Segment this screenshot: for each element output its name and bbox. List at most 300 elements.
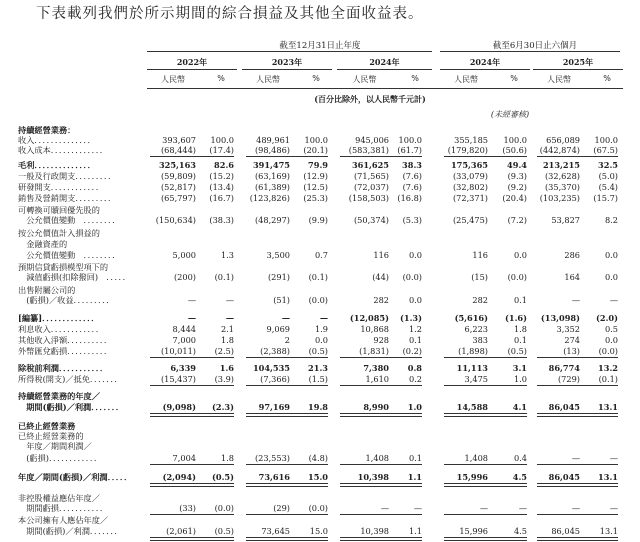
- cell-value: (2,061): [166, 526, 196, 536]
- cell-value: (32,628): [544, 171, 580, 181]
- row-label: 非控股權益應佔年度／: [18, 493, 100, 503]
- total-rule: [246, 385, 328, 386]
- cell-value: (2.0): [596, 313, 618, 323]
- cell-value: —: [413, 503, 422, 513]
- row-label: 利息收入．．．．．．．．．．．．: [18, 324, 104, 334]
- total-rule: [340, 357, 422, 358]
- cell-value: (20.1): [303, 145, 328, 155]
- table-row: [0, 324, 640, 335]
- cell-value: (9.2): [507, 182, 527, 192]
- row-label: 一般及行政開支．．．．．．．．．: [18, 171, 117, 181]
- cell-value: (0.5): [214, 526, 234, 536]
- cell-value: (72,371): [452, 193, 488, 203]
- cell-value: 0.1: [513, 295, 527, 305]
- cell-value: —: [187, 313, 196, 323]
- total-rule: [537, 156, 618, 157]
- cell-value: 3,352: [556, 324, 580, 334]
- cell-value: (52,817): [160, 182, 196, 192]
- table-row: [0, 363, 640, 374]
- cell-value: 489,961: [256, 135, 290, 145]
- cell-value: (2,388): [260, 346, 290, 356]
- row-label: (虧損)／收益．．．．．．．．．: [18, 295, 115, 305]
- total-rule: [537, 357, 618, 358]
- cell-value: 2.1: [220, 324, 234, 334]
- cell-value: 79.9: [308, 160, 328, 170]
- cell-value: (2.5): [214, 346, 234, 356]
- cell-value: (7.6): [402, 171, 422, 181]
- cell-value: (38.3): [209, 215, 234, 225]
- col-rule: [440, 69, 530, 70]
- cell-value: 1.0: [407, 402, 422, 412]
- cell-value: (32,802): [452, 182, 488, 192]
- cell-value: 97,169: [258, 402, 290, 412]
- row-label: 減值虧損(扣除撥回) ．．．．．: [18, 272, 131, 282]
- total-rule: [340, 537, 422, 541]
- cell-value: —: [319, 313, 328, 323]
- cell-value: (0.1): [308, 272, 328, 282]
- cell-value: (0.0): [308, 295, 328, 305]
- row-label: 外幣匯兌虧損．．．．．．．．．．: [18, 346, 113, 356]
- cell-value: (68,444): [160, 145, 196, 155]
- cell-value: (23,553): [254, 453, 290, 463]
- total-rule: [150, 483, 234, 487]
- cell-value: —: [479, 503, 488, 513]
- intro-text: 下表載列我們於所示期間的綜合損益及其他全面收益表。: [36, 6, 424, 22]
- cell-value: 1.2: [408, 324, 422, 334]
- cell-value: 1.1: [408, 526, 422, 536]
- cell-value: (0.0): [214, 503, 234, 513]
- cell-value: 8,990: [363, 402, 389, 412]
- rmb-label: 人民幣: [547, 75, 571, 84]
- cell-value: (25,475): [452, 215, 488, 225]
- cell-value: 4.1: [512, 402, 527, 412]
- rmb-label: 人民幣: [454, 75, 478, 84]
- fiscal-year-header: 截至12月31日止年度: [279, 41, 361, 51]
- cell-value: (15.7): [593, 193, 618, 203]
- cell-value: 11,113: [456, 363, 488, 373]
- table-row: [0, 145, 640, 156]
- total-rule: [150, 464, 234, 465]
- row-label: 本公司擁有人應佔年度／: [18, 515, 109, 525]
- cell-value: (63,169): [254, 171, 290, 181]
- cell-value: 282: [472, 295, 488, 305]
- row-label: 按公允價值計入損益的: [18, 228, 100, 238]
- cell-value: 100.0: [503, 135, 527, 145]
- cell-value: 100.0: [304, 135, 328, 145]
- cell-value: (0.0): [507, 272, 527, 282]
- cell-value: 325,163: [158, 160, 196, 170]
- table-row: [0, 182, 640, 193]
- cell-value: (1,898): [458, 346, 488, 356]
- table-row: [0, 250, 640, 261]
- cell-value: 3.1: [512, 363, 527, 373]
- row-label: 期間(虧損)／利潤．．．．．．．: [18, 402, 124, 412]
- cell-value: (51): [273, 295, 290, 305]
- cell-value: (59,809): [160, 171, 196, 181]
- cell-value: 0.1: [408, 335, 422, 345]
- total-rule: [340, 385, 422, 386]
- cell-value: 4.5: [513, 526, 527, 536]
- table-row: [0, 228, 640, 239]
- total-rule: [340, 413, 422, 417]
- cell-value: 3,500: [266, 250, 290, 260]
- total-rule: [340, 464, 422, 465]
- cell-value: 393,607: [162, 135, 196, 145]
- cell-value: 164: [564, 272, 580, 282]
- cell-value: (0.5): [507, 346, 527, 356]
- cell-value: 5,000: [172, 250, 196, 260]
- cell-value: 656,089: [546, 135, 580, 145]
- cell-value: 0.0: [513, 250, 527, 260]
- cell-value: —: [609, 503, 618, 513]
- cell-value: (48,297): [254, 215, 290, 225]
- cell-value: 1.1: [407, 472, 422, 482]
- cell-value: (5.4): [598, 182, 618, 192]
- cell-value: 116: [472, 250, 488, 260]
- cell-value: 7,380: [363, 363, 389, 373]
- pct-label: %: [603, 74, 611, 83]
- cell-value: (13.4): [209, 182, 234, 192]
- cell-value: 7,004: [172, 453, 196, 463]
- cell-value: (0.0): [402, 272, 422, 282]
- cell-value: (9.3): [507, 171, 527, 181]
- cell-value: 0.5: [604, 324, 618, 334]
- cell-value: —: [571, 453, 580, 463]
- table-row: [0, 335, 640, 346]
- cell-value: (0.1): [214, 272, 234, 282]
- header-rule: [147, 88, 623, 89]
- cell-value: (50.6): [502, 145, 527, 155]
- cell-value: —: [571, 295, 580, 305]
- row-label: 出售附屬公司的: [18, 285, 76, 295]
- total-rule: [150, 385, 234, 386]
- cell-value: 100.0: [398, 135, 422, 145]
- row-label: 研發開支．．．．．．．．．．．．: [18, 182, 104, 192]
- total-rule: [246, 483, 328, 487]
- cell-value: 0.4: [513, 453, 527, 463]
- col-rule: [533, 69, 623, 70]
- cell-value: 13.1: [598, 472, 618, 482]
- cell-value: (0.0): [308, 503, 328, 513]
- year-2025-h1: 2025年: [562, 57, 594, 67]
- row-label: 可轉換可贖回優先股的: [18, 205, 100, 215]
- row-label: 公允價值變動 ．．．．．．．．: [18, 250, 121, 260]
- total-rule: [246, 464, 328, 465]
- cell-value: (33): [179, 503, 196, 513]
- cell-value: (98,486): [254, 145, 290, 155]
- row-label: 收入．．．．．．．．．．．．．．: [18, 135, 96, 145]
- cell-value: 361,625: [351, 160, 389, 170]
- h1-rule: [440, 51, 620, 52]
- total-rule: [150, 413, 234, 417]
- table-row: [0, 272, 640, 283]
- cell-value: 0.0: [314, 335, 328, 345]
- cell-value: (103,235): [539, 193, 580, 203]
- cell-value: 53,827: [551, 215, 580, 225]
- cell-value: 1,408: [464, 453, 488, 463]
- total-rule: [537, 464, 618, 465]
- cell-value: 282: [373, 295, 389, 305]
- cell-value: 355,185: [454, 135, 488, 145]
- cell-value: (72,037): [353, 182, 389, 192]
- cell-value: (7.6): [402, 182, 422, 192]
- cell-value: (0.5): [308, 346, 328, 356]
- cell-value: (65,797): [160, 193, 196, 203]
- row-label: (虧損)．．．．．．．．．．．．: [18, 453, 103, 463]
- cell-value: (5.0): [598, 171, 618, 181]
- total-rule: [246, 537, 328, 541]
- total-rule: [537, 537, 618, 541]
- row-label: 已終止經營業務的: [18, 431, 84, 441]
- cell-value: 1.6: [219, 363, 234, 373]
- cell-value: —: [225, 295, 234, 305]
- table-row: [0, 402, 640, 413]
- cell-value: 6,339: [170, 363, 196, 373]
- row-label: 除稅前利潤．．．．．．．．．．．: [18, 363, 109, 373]
- cell-value: (15,437): [160, 374, 196, 384]
- row-label: 期間(虧損)／利潤．．．．．．．: [18, 526, 123, 536]
- cell-value: (1.5): [308, 374, 328, 384]
- table-row: [0, 171, 640, 182]
- cell-value: (5,616): [454, 313, 488, 323]
- col-rule: [147, 69, 237, 70]
- cell-value: 15.0: [309, 526, 328, 536]
- pct-label: %: [312, 74, 320, 83]
- table-row: [0, 215, 640, 226]
- cell-value: 86,045: [551, 526, 580, 536]
- row-label: [編纂]．．．．．．．．．．．．．: [18, 313, 100, 323]
- cell-value: 15,996: [456, 472, 488, 482]
- table-row: [0, 526, 640, 537]
- cell-value: 0.0: [408, 250, 422, 260]
- cell-value: (158,503): [348, 193, 389, 203]
- cell-value: (12.5): [303, 182, 328, 192]
- cell-value: (2,094): [162, 472, 196, 482]
- cell-value: 1,408: [365, 453, 389, 463]
- cell-value: (50,374): [353, 215, 389, 225]
- table-row: [0, 239, 640, 250]
- cell-value: —: [380, 503, 389, 513]
- row-label: 收入成本．．．．．．．．．．．．．: [18, 145, 108, 155]
- row-label: 公允價值變動 ．．．．．．．．: [18, 215, 121, 225]
- year-2024-h1: 2024年: [469, 57, 501, 67]
- table-row: [0, 453, 640, 464]
- row-label: 年度／期間(虧損)／利潤．．．．．: [18, 472, 133, 482]
- cell-value: 0.0: [604, 335, 618, 345]
- cell-value: (12,085): [349, 313, 389, 323]
- cell-value: (12.9): [303, 171, 328, 181]
- cell-value: (61.7): [397, 145, 422, 155]
- rmb-label: 人民幣: [256, 75, 280, 84]
- cell-value: (44): [372, 272, 389, 282]
- total-rule: [340, 156, 422, 157]
- cell-value: —: [225, 313, 234, 323]
- total-rule: [537, 483, 618, 487]
- cell-value: 274: [564, 335, 580, 345]
- table-row: [0, 295, 640, 306]
- row-label: 持續經營業務：: [18, 125, 76, 135]
- cell-value: —: [187, 295, 196, 305]
- cell-value: 86,045: [548, 472, 580, 482]
- row-label: 年度／期間利潤／: [18, 441, 92, 451]
- cell-value: (3.9): [214, 374, 234, 384]
- total-rule: [150, 156, 234, 157]
- cell-value: 0.0: [604, 272, 618, 282]
- cell-value: 1.8: [513, 324, 527, 334]
- cell-value: 928: [373, 335, 389, 345]
- cell-value: 1.3: [220, 250, 234, 260]
- cell-value: —: [281, 313, 290, 323]
- cell-value: 6,223: [464, 324, 488, 334]
- cell-value: 19.8: [308, 402, 328, 412]
- cell-value: (0.1): [598, 374, 618, 384]
- cell-value: (13,098): [540, 313, 580, 323]
- table-row: [0, 374, 640, 385]
- table-row: [0, 391, 640, 402]
- rmb-label: 人民幣: [352, 75, 377, 84]
- cell-value: 73,616: [258, 472, 290, 482]
- table-row: [0, 160, 640, 171]
- cell-value: 13.2: [598, 363, 618, 373]
- cell-value: (5.3): [402, 215, 422, 225]
- cell-value: (15.2): [209, 171, 234, 181]
- total-rule: [150, 537, 234, 541]
- total-rule: [246, 357, 328, 358]
- row-label: 期間虧損．．．．．．．．．．．: [18, 503, 109, 513]
- cell-value: 1.9: [314, 324, 328, 334]
- cell-value: (13): [563, 346, 580, 356]
- row-label: 已終止經營業務: [18, 421, 76, 431]
- cell-value: (25.3): [303, 193, 328, 203]
- cell-value: (4.8): [308, 453, 328, 463]
- cell-value: 8,444: [172, 324, 196, 334]
- cell-value: (16.7): [209, 193, 234, 203]
- cell-value: 38.3: [402, 160, 422, 170]
- cell-value: 116: [373, 250, 389, 260]
- row-label: 毛利．．．．．．．．．．．．．．: [18, 160, 96, 170]
- table-row: [0, 193, 640, 204]
- total-rule: [444, 413, 527, 417]
- cell-value: (7,366): [260, 374, 290, 384]
- cell-value: 21.3: [308, 363, 328, 373]
- cell-value: (1.6): [505, 313, 527, 323]
- cell-value: (71,565): [353, 171, 389, 181]
- total-rule: [537, 413, 618, 417]
- cell-value: 391,475: [252, 160, 290, 170]
- col-rule: [337, 69, 432, 70]
- cell-value: (9.9): [308, 215, 328, 225]
- cell-value: 1,610: [365, 374, 389, 384]
- total-rule: [444, 385, 527, 386]
- cell-value: (7.2): [507, 215, 527, 225]
- cell-value: (10,011): [160, 346, 196, 356]
- total-rule: [537, 385, 618, 386]
- cell-value: (179,820): [447, 145, 488, 155]
- table-row: [0, 346, 640, 357]
- cell-value: (729): [557, 374, 580, 384]
- cell-value: —: [609, 295, 618, 305]
- cell-value: —: [518, 503, 527, 513]
- cell-value: 0.0: [604, 250, 618, 260]
- cell-value: 15,996: [459, 526, 488, 536]
- cell-value: (291): [267, 272, 290, 282]
- cell-value: (123,826): [249, 193, 290, 203]
- cell-value: (0.2): [402, 346, 422, 356]
- rmb-label: 人民幣: [161, 75, 185, 84]
- cell-value: 100.0: [594, 135, 618, 145]
- cell-value: (15): [471, 272, 488, 282]
- cell-value: 286: [564, 250, 580, 260]
- cell-value: 86,774: [548, 363, 580, 373]
- cell-value: (2.3): [212, 402, 234, 412]
- pct-label: %: [217, 74, 225, 83]
- cell-value: (67.5): [593, 145, 618, 155]
- cell-value: (16.8): [397, 193, 422, 203]
- total-rule: [150, 357, 234, 358]
- cell-value: 73,645: [261, 526, 290, 536]
- cell-value: 0.1: [513, 335, 527, 345]
- cell-value: (29): [273, 503, 290, 513]
- row-label: 所得稅(開支)／抵免．．．．．．．: [18, 374, 123, 384]
- cell-value: 8.2: [604, 215, 618, 225]
- cell-value: (0.0): [598, 346, 618, 356]
- year-2024: 2024年: [369, 57, 400, 67]
- cell-value: (17.4): [209, 145, 234, 155]
- total-rule: [444, 464, 527, 465]
- total-rule: [444, 156, 527, 157]
- table-row: [0, 472, 640, 483]
- year-2023: 2023年: [271, 57, 303, 67]
- cell-value: —: [609, 453, 618, 463]
- cell-value: 1.8: [220, 335, 234, 345]
- cell-value: 82.6: [214, 160, 234, 170]
- table-row: [0, 313, 640, 324]
- cell-value: (33,079): [452, 171, 488, 181]
- cell-value: 10,868: [360, 324, 389, 334]
- cell-value: —: [571, 503, 580, 513]
- cell-value: 0.2: [408, 374, 422, 384]
- cell-value: 0.8: [407, 363, 422, 373]
- cell-value: 32.5: [598, 160, 618, 170]
- fy-rule: [147, 51, 432, 52]
- year-2022: 2022年: [176, 57, 208, 67]
- cell-value: (9,098): [162, 402, 196, 412]
- cell-value: 175,365: [450, 160, 488, 170]
- col-rule: [242, 69, 332, 70]
- cell-value: 0.0: [408, 295, 422, 305]
- cell-value: (61,389): [254, 182, 290, 192]
- row-label: 預期信貸虧損模型項下的: [18, 262, 109, 272]
- table-row: [0, 515, 640, 526]
- cell-value: 86,045: [548, 402, 580, 412]
- cell-value: 104,535: [252, 363, 290, 373]
- cell-value: (0.5): [212, 472, 234, 482]
- cell-value: (583,381): [348, 145, 389, 155]
- cell-value: (442,874): [539, 145, 580, 155]
- unit-note: (百分比除外，以人民幣千元計): [314, 94, 426, 104]
- pct-label: %: [411, 74, 419, 83]
- cell-value: (1,831): [359, 346, 389, 356]
- cell-value: (200): [173, 272, 196, 282]
- cell-value: 10,398: [357, 472, 389, 482]
- cell-value: 13.1: [599, 526, 618, 536]
- cell-value: 4.5: [512, 472, 527, 482]
- cell-value: (20.4): [502, 193, 527, 203]
- total-rule: [340, 483, 422, 487]
- pct-label: %: [510, 74, 518, 83]
- cell-value: (1.3): [400, 313, 422, 323]
- cell-value: 383: [472, 335, 488, 345]
